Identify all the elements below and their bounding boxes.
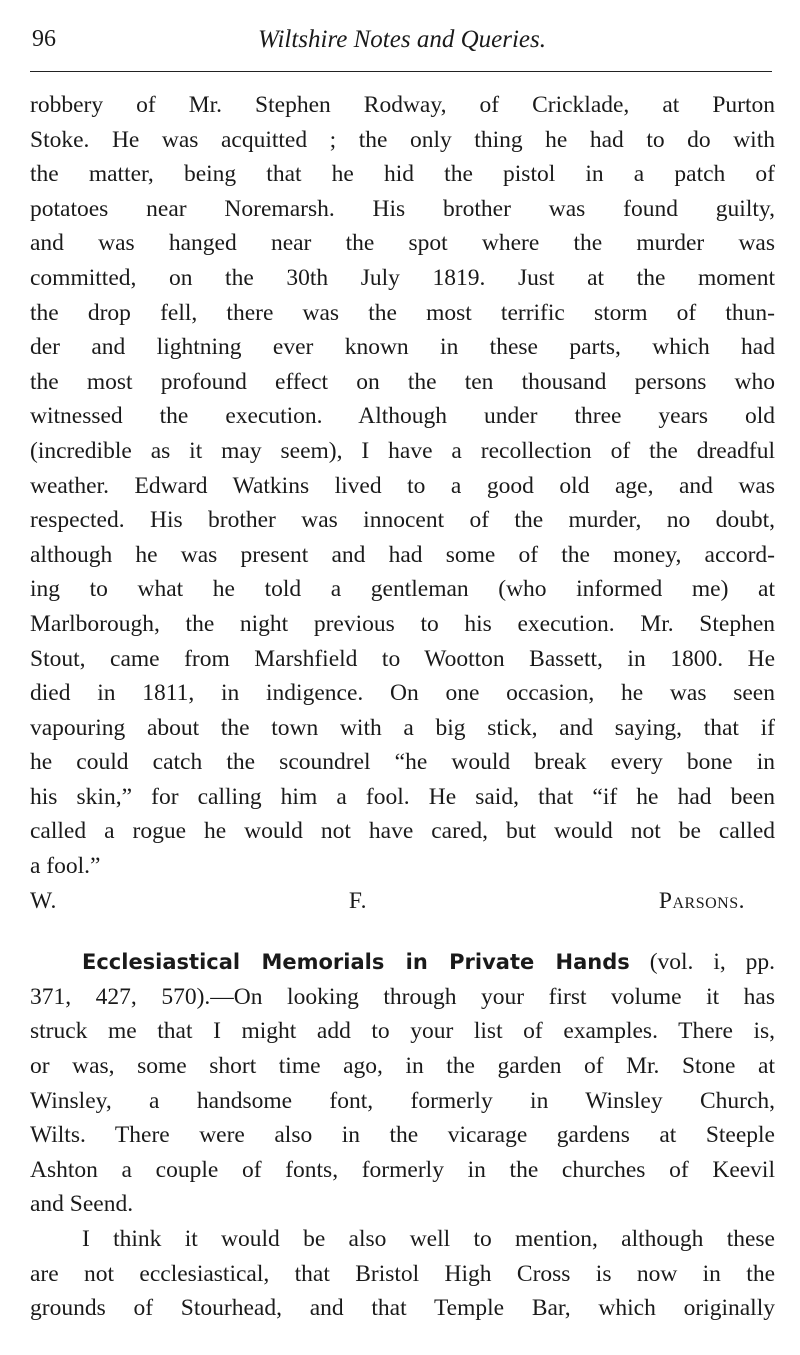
running-header — [32, 26, 772, 62]
text-line: Stout, came from Marshfield to Wootton Bassett, in 1800. He — [30, 645, 775, 672]
text-line: a fool.” — [30, 853, 101, 880]
text-line: or was, some short time ago, in the garden of Mr. Stone at — [30, 1053, 775, 1080]
text-line: struck me that I might add to your list of examples. There is, — [30, 1018, 775, 1045]
text-line: and Seend. — [30, 1191, 134, 1218]
text-line: the drop fell, there was the most terrific storm of thun- — [30, 299, 775, 326]
text-line: the most profound effect on the ten thousand persons who — [30, 368, 775, 395]
text-line: Wilts. There were also in the vicarage gardens at Steeple — [30, 1122, 775, 1149]
page-body — [30, 88, 775, 1326]
section-heading: Ecclesiastical Memorials in Private Hands — [82, 950, 630, 975]
text-line: ing to what he told a gentleman (who informed me) at — [30, 576, 775, 603]
text-line: I think it would be also well to mention, although these — [82, 1226, 775, 1252]
text-line: grounds of Stourhead, and that Temple Bar, which originally — [30, 1295, 775, 1322]
section-gap — [30, 918, 775, 945]
paragraph-heading-line — [30, 945, 775, 980]
running-title: Wiltshire Notes and Queries. — [258, 26, 546, 53]
signature: W. F. Parsons. — [30, 887, 745, 914]
text-line: his skin,” for calling him a fool. He said, that “if he had been — [30, 783, 775, 810]
text-line: Ashton a couple of fonts, formerly in the churches of Keevil — [30, 1156, 775, 1183]
text-line: witnessed the execution. Although under three years old — [30, 403, 775, 430]
text-line: died in 1811, in indigence. On one occasion, he was seen — [30, 680, 775, 707]
text-line: called a rogue he would not have cared, but would not be called — [30, 818, 775, 845]
text-line: Stoke. He was acquitted ; the only thing he had to do with — [30, 126, 775, 153]
text-line: although he was present and had some of the money, accord- — [30, 541, 775, 568]
text-line: the matter, being that he hid the pistol in a patch of — [30, 161, 775, 188]
text-line: vapouring about the town with a big stick, and saying, that if — [30, 714, 775, 741]
text-line: (incredible as it may seem), I have a recollection of the dreadful — [30, 437, 775, 464]
text-line: Marlborough, the night previous to his execution. Mr. Stephen — [30, 610, 775, 637]
text-line: and was hanged near the spot where the murder was — [30, 230, 775, 257]
text-line: 371, 427, 570).—On looking through your first volume it has — [30, 983, 775, 1010]
text-line: Winsley, a handsome font, formerly in Winsley Church, — [30, 1087, 775, 1114]
paragraph-bristol-cross — [30, 1222, 775, 1326]
paragraph-ecclesiastical — [30, 980, 775, 1222]
text-line: potatoes near Noremarsh. His brother was found guilty, — [30, 195, 775, 222]
text-line: weather. Edward Watkins lived to a good old age, and was — [30, 472, 775, 499]
heading-reference: (vol. i, pp. — [629, 949, 776, 976]
text-line: he could catch the scoundrel “he would break every bone in — [30, 749, 775, 776]
page-number: 96 — [32, 26, 56, 52]
header-rule — [30, 71, 772, 72]
paragraph-parsons-letter — [30, 88, 775, 884]
text-line: are not ecclesiastical, that Bristol High Cross is now in the — [30, 1260, 775, 1287]
text-line: committed, on the 30th July 1819. Just at the moment — [30, 264, 775, 291]
text-line: robbery of Mr. Stephen Rodway, of Cricklade, at Purton — [30, 92, 775, 118]
text-line: der and lightning ever known in these parts, which had — [30, 334, 775, 361]
text-line: respected. His brother was innocent of the murder, no doubt, — [30, 507, 775, 534]
